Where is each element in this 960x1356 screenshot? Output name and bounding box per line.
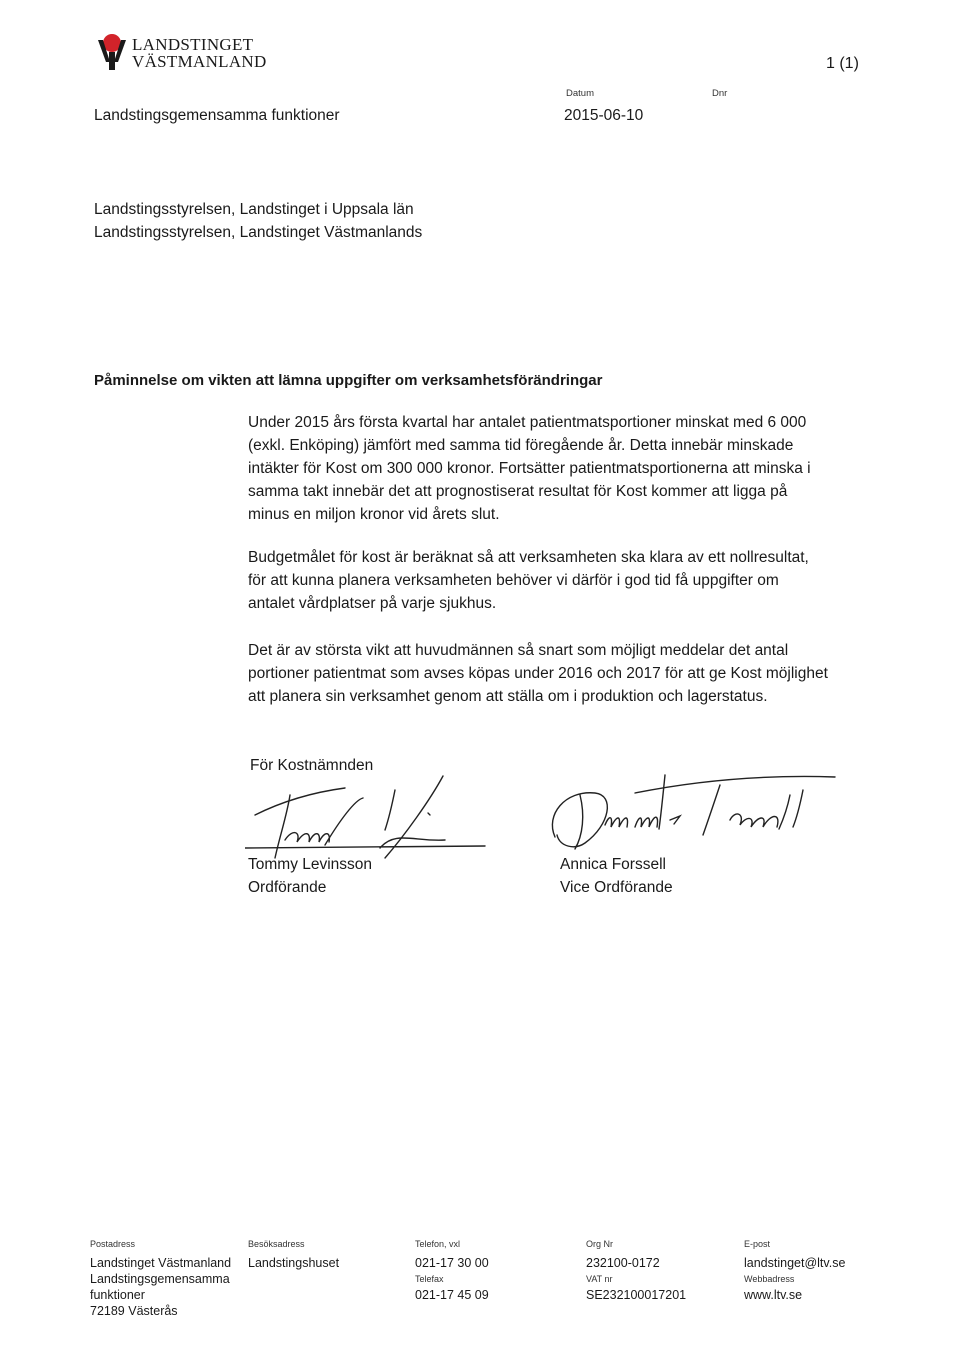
footer-label: Telefax xyxy=(415,1274,444,1284)
footer-value: 72189 Västerås xyxy=(90,1304,178,1318)
footer-besoksadress xyxy=(248,1236,339,1271)
department: Landstingsgemensamma funktioner xyxy=(94,107,340,124)
footer-value: Landstingshuset xyxy=(248,1256,340,1270)
footer-telefon xyxy=(415,1236,489,1303)
recipient-line: Landstingsstyrelsen, Landstinget i Uppsala län xyxy=(94,201,414,218)
logo-text xyxy=(132,36,267,70)
signer-name: Tommy Levinsson xyxy=(248,856,373,873)
footer-postadress xyxy=(90,1236,240,1319)
paragraph-line: antalet vårdplatser på varje sjukhus. xyxy=(248,595,497,612)
footer-value: Landstinget Västmanland xyxy=(90,1256,232,1270)
date-label: Datum xyxy=(566,88,594,99)
closing-line: För Kostnämnden xyxy=(250,757,374,774)
signer-vice-chair xyxy=(560,853,673,899)
footer-value: funktioner xyxy=(90,1288,145,1302)
paragraph-line: portioner patientmat som avses köpas under 2016 och 2017 för att ge Kost möjlighet xyxy=(248,665,828,682)
footer-value: Landstingsgemensamma xyxy=(90,1272,230,1286)
body-paragraph-2 xyxy=(248,546,868,615)
signer-title: Ordförande xyxy=(248,879,327,896)
recipient-line: Landstingsstyrelsen, Landstinget Västmanlands xyxy=(94,224,423,241)
footer-web-link[interactable]: www.ltv.se xyxy=(744,1288,803,1302)
signer-name: Annica Forssell xyxy=(560,856,666,873)
body-paragraph-3 xyxy=(248,639,868,708)
footer-label: Telefon, vxl xyxy=(415,1239,461,1249)
paragraph-line: minus en miljon kronor vid årets slut. xyxy=(248,506,500,523)
footer-email-link[interactable]: landstinget@ltv.se xyxy=(744,1256,846,1270)
body-paragraph-1 xyxy=(248,411,868,526)
landstinget-logo-icon xyxy=(92,32,132,72)
paragraph-line: att planera sin verksamhet genom att ställa om i produktion och lagerstatus. xyxy=(248,688,768,705)
footer-value: 232100-0172 xyxy=(586,1256,660,1270)
organization-logo xyxy=(92,30,282,80)
paragraph-line: samma takt innebär det att prognostiserat resultat för Kost kommer att ligga på xyxy=(248,483,788,500)
footer-label: E-post xyxy=(744,1239,771,1249)
subject-heading: Påminnelse om vikten att lämna uppgifter om verksamhetsförändringar xyxy=(94,372,603,389)
handwritten-signature-1 xyxy=(245,770,505,865)
paragraph-line: Det är av största vikt att huvudmännen så snart som möjligt meddelar det antal xyxy=(248,642,789,659)
footer-label: Org Nr xyxy=(586,1239,613,1249)
recipients xyxy=(94,198,422,244)
paragraph-line: för att kunna planera verksamheten behöver vi därför i god tid få uppgifter om xyxy=(248,572,779,589)
footer-label: Webbadress xyxy=(744,1274,795,1284)
handwritten-signature-2 xyxy=(535,765,855,855)
dnr-label: Dnr xyxy=(712,88,728,99)
footer-value: 021-17 30 00 xyxy=(415,1256,489,1270)
logo-line-1: LANDSTINGET xyxy=(132,35,254,54)
footer-label: Besöksadress xyxy=(248,1239,305,1249)
logo-line-2: VÄSTMANLAND xyxy=(132,52,267,71)
footer-value: 021-17 45 09 xyxy=(415,1288,489,1302)
signer-title: Vice Ordförande xyxy=(560,879,673,896)
date-value: 2015-06-10 xyxy=(564,107,644,124)
page-number: 1 (1) xyxy=(826,55,859,72)
footer-label: VAT nr xyxy=(586,1274,613,1284)
paragraph-line: Budgetmålet för kost är beräknat så att verksamheten ska klara av ett nollresultat, xyxy=(248,549,809,566)
footer-epost xyxy=(744,1236,845,1303)
footer-label: Postadress xyxy=(90,1239,136,1249)
paragraph-line: intäkter för Kost om 300 000 kronor. Fortsätter patientmatsportionerna att minska i xyxy=(248,460,811,477)
paragraph-line: (exkl. Enköping) jämfört med samma tid föregående år. Detta innebär minskade xyxy=(248,437,794,454)
footer-orgnr xyxy=(586,1236,686,1303)
footer-value: SE232100017201 xyxy=(586,1288,687,1302)
paragraph-line: Under 2015 års första kvartal har antalet patientmatsportioner minskat med 6 000 xyxy=(248,414,807,431)
signer-chair xyxy=(248,853,372,899)
